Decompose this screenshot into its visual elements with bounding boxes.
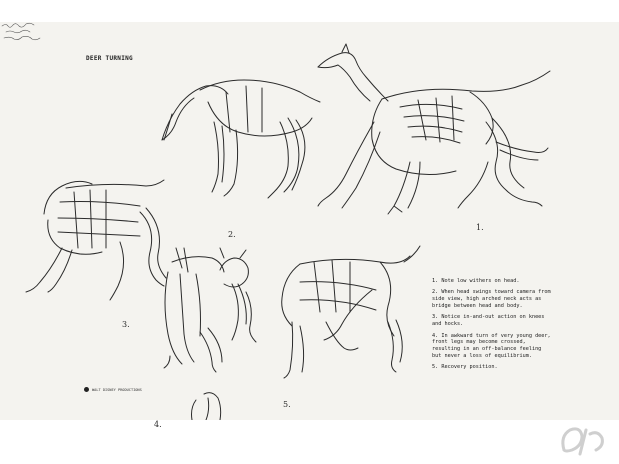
handwritten-signature [0, 22, 50, 44]
note-item: 4. In awkward turn of very young deer, front legs may become crossed, resulting in an off-balance feeling but never a loss of equilibrium. [432, 332, 551, 359]
deer-sketch-1 [318, 44, 550, 214]
figure-number-3: 3. [122, 320, 130, 329]
sheet-title: DEER TURNING [86, 55, 133, 62]
deer-sketch-2 [162, 80, 320, 198]
note-item: 2. When head swings toward camera from side view, high arched neck acts as bridge between head and body. [432, 289, 551, 309]
figure-number-2: 2. [228, 230, 236, 239]
model-sheet [0, 22, 619, 429]
note-item: 5. Recovery position. [432, 364, 498, 371]
note-item: 3. Notice in-and-out action on knees and hocks. [432, 314, 545, 328]
notes-list [432, 278, 552, 376]
figure-number-5: 5. [283, 400, 291, 409]
note-item: 1. Note low withers on head. [432, 278, 520, 284]
deer-sketch-5 [282, 246, 420, 378]
figure-number-1: 1. [476, 223, 484, 232]
deer-sketch-4 [164, 248, 256, 372]
copyright-line [84, 387, 142, 392]
copyright-text: WALT DISNEY PRODUCTIONS [92, 387, 142, 392]
copyright-icon [84, 387, 89, 392]
figure-number-4: 4. [154, 420, 162, 429]
watermark-logo [556, 420, 616, 460]
deer-sketch-3 [26, 180, 166, 300]
partial-sketch [192, 393, 221, 420]
